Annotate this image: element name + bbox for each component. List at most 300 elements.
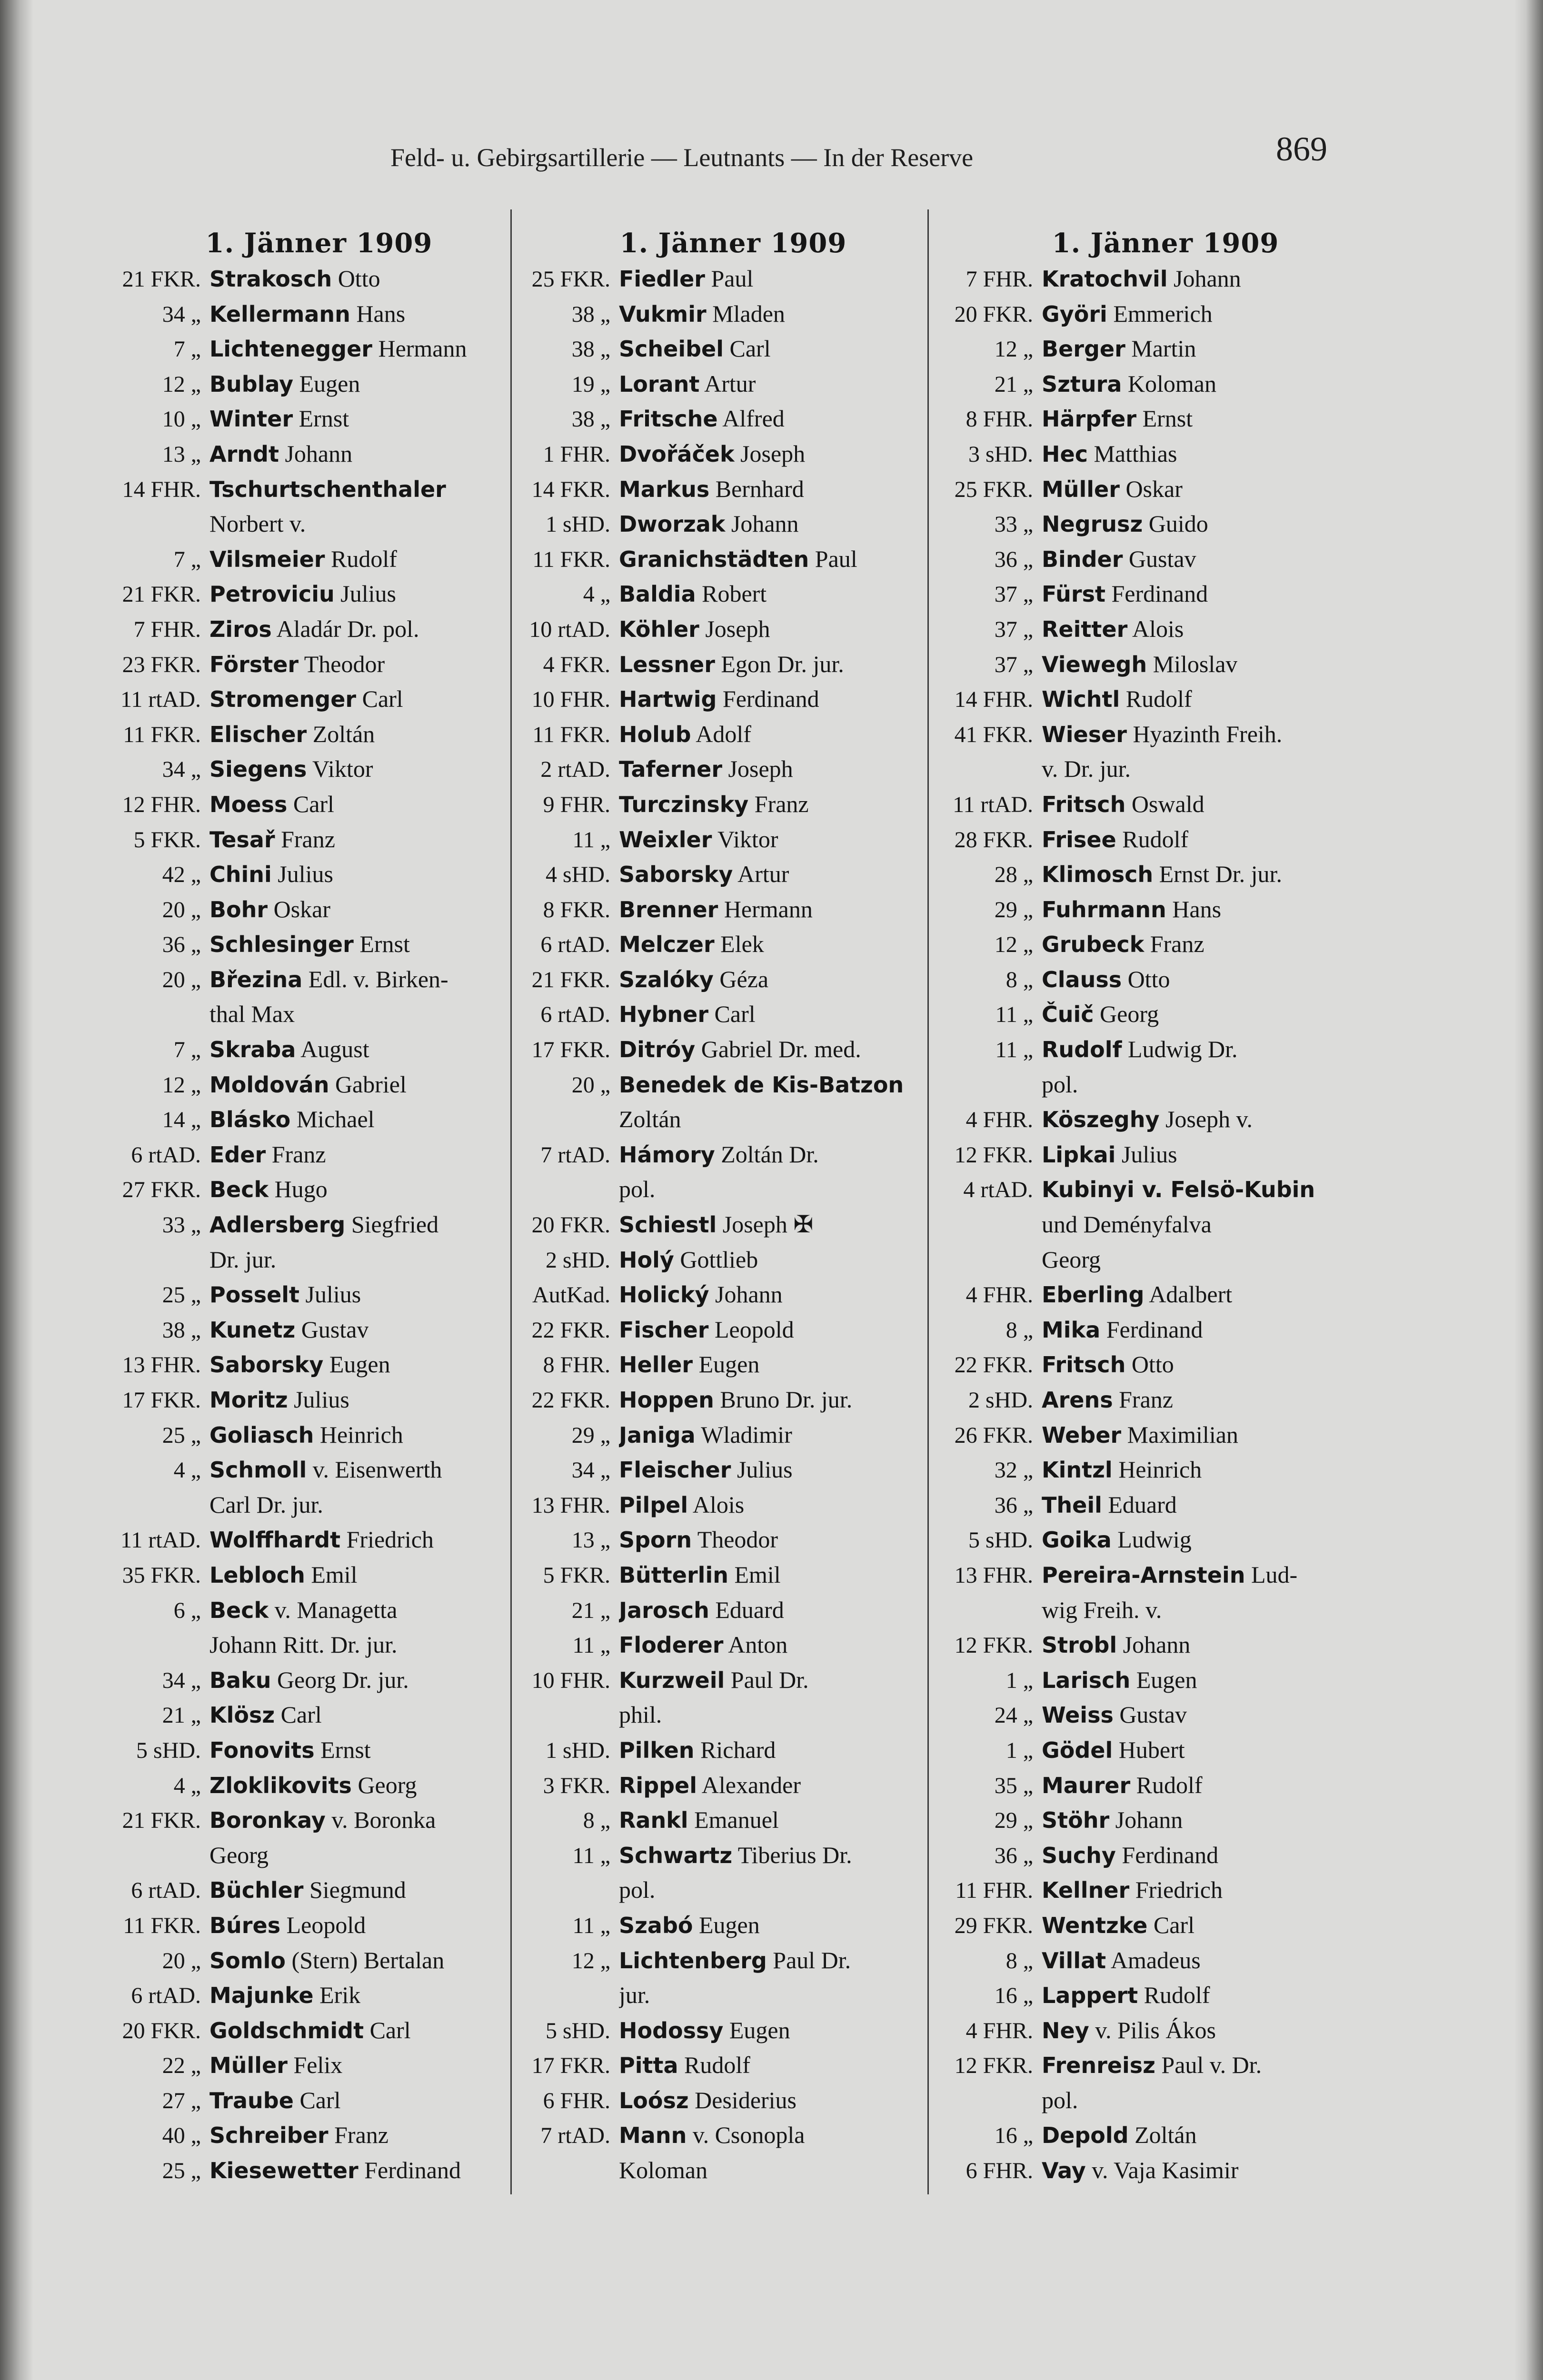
given-name-title: Ernst	[353, 931, 410, 958]
unit-number: 7 FHR.	[133, 616, 201, 642]
surname: Wentzke	[1042, 1912, 1148, 1938]
unit-number: 2 sHD.	[968, 1388, 1033, 1413]
list-item	[110, 1596, 509, 1631]
given-name-title: Theodor	[299, 650, 385, 677]
unit-number: 8 FHR.	[543, 1352, 610, 1378]
given-name-title: Felix	[287, 2052, 343, 2079]
list-item	[110, 1000, 509, 1035]
officer-name	[619, 1596, 784, 1624]
surname: Fürst	[1042, 581, 1105, 607]
unit-number: 20 FKR.	[954, 301, 1033, 327]
officer-name	[209, 1350, 390, 1378]
given-name-title: Johann	[725, 510, 799, 537]
list-item	[942, 2156, 1370, 2192]
given-name-title: Julius	[731, 1456, 793, 1483]
unit-number: 4 „	[173, 1458, 201, 1483]
unit-number: 5 sHD.	[136, 1737, 201, 1763]
list-item	[519, 1000, 928, 1035]
surname: Binder	[1042, 546, 1123, 572]
list-item	[110, 1946, 509, 1982]
list-item	[942, 370, 1370, 405]
given-name-title: Johann	[1109, 1806, 1183, 1834]
surname: Brenner	[619, 896, 718, 922]
given-name-title: Heinrich	[314, 1421, 403, 1448]
officer-name	[619, 825, 778, 853]
unit-number: 6 rtAD.	[131, 1142, 201, 1168]
given-name-title: Eduard	[1102, 1491, 1177, 1518]
list-item	[942, 1561, 1370, 1596]
officer-name	[1042, 1876, 1223, 1904]
list-item	[110, 440, 509, 475]
list-item	[942, 1736, 1370, 1771]
officer-name	[1042, 2156, 1238, 2184]
given-name-title: Guido	[1143, 510, 1208, 537]
unit-number: 11 „	[995, 1002, 1033, 1028]
list-item	[110, 650, 509, 685]
unit-number: 24 „	[994, 1703, 1033, 1728]
list-item	[942, 1386, 1370, 1421]
list-item	[519, 1561, 928, 1596]
given-name-title: Joseph	[734, 440, 806, 467]
list-item	[110, 1210, 509, 1246]
officer-name	[619, 895, 813, 923]
list-item	[110, 1421, 509, 1456]
unit-number: 27 „	[162, 2088, 201, 2113]
given-name-title: Carl	[287, 790, 334, 817]
unit-number: 38 „	[162, 1317, 201, 1343]
unit-number: 25 „	[162, 1282, 201, 1308]
given-name-title: Eugen	[1130, 1666, 1197, 1693]
unit-number: 36 „	[162, 932, 201, 958]
surname: Pilken	[619, 1737, 695, 1763]
unit-number: 11 „	[995, 1037, 1033, 1063]
given-name-title: Oskar	[268, 895, 331, 922]
surname: Köszeghy	[1042, 1107, 1160, 1133]
unit-number: 6 rtAD.	[131, 1983, 201, 2009]
column-3	[942, 228, 1370, 2217]
officer-name	[1042, 965, 1170, 993]
unit-number: 11 rtAD.	[120, 1527, 201, 1553]
unit-number: 20 „	[162, 897, 201, 922]
list-item	[942, 930, 1370, 965]
officer-name	[619, 1981, 650, 2009]
officer-name	[1042, 1280, 1232, 1308]
officer-name	[619, 1736, 776, 1764]
officer-name	[1042, 1246, 1101, 1273]
list-item	[942, 1946, 1370, 1982]
given-name-title: Georg Dr. jur.	[271, 1666, 409, 1693]
page-number: 869	[1276, 130, 1327, 168]
list-item	[942, 755, 1370, 790]
officer-name	[1042, 1596, 1162, 1624]
column-1	[110, 228, 509, 2217]
given-name-title: Adalbert	[1144, 1281, 1233, 1308]
officer-name	[209, 440, 352, 467]
surname: Schlesinger	[209, 932, 354, 958]
given-name-title: Zoltán	[619, 1106, 681, 1133]
surname: Schwartz	[619, 1842, 733, 1868]
officer-name	[619, 2156, 707, 2184]
officer-name	[1042, 1175, 1315, 1203]
officer-name	[619, 755, 793, 783]
unit-number: 5 FKR.	[543, 1562, 610, 1588]
officer-name	[209, 1841, 269, 1869]
surname: Beck	[209, 1177, 269, 1203]
list-item	[942, 440, 1370, 475]
list-item	[110, 860, 509, 895]
surname: Granichstädten	[619, 546, 809, 572]
surname: Jarosch	[619, 1597, 709, 1623]
officer-name	[209, 1210, 438, 1238]
surname: Dvořáček	[619, 441, 735, 467]
list-item	[942, 790, 1370, 825]
surname: Reitter	[1042, 616, 1128, 642]
unit-number: 4 FHR.	[966, 1107, 1033, 1133]
surname: Sporn	[619, 1527, 692, 1553]
officer-name	[1042, 1561, 1297, 1588]
given-name-title: Oskar	[1119, 475, 1183, 502]
unit-number: 12 „	[994, 932, 1033, 958]
given-name-title: Viktor	[307, 755, 373, 783]
given-name-title: Eduard	[709, 1596, 784, 1623]
surname: Szabó	[619, 1912, 693, 1938]
list-item	[519, 300, 928, 335]
surname: Villat	[1042, 1947, 1106, 1973]
surname: Kellermann	[209, 301, 350, 327]
list-item	[519, 2121, 928, 2156]
list-item	[519, 930, 928, 965]
list-item	[110, 545, 509, 580]
officer-name	[209, 615, 419, 643]
officer-name	[209, 1876, 406, 1904]
surname: Lappert	[1042, 1983, 1138, 2009]
list-item	[110, 510, 509, 545]
given-name-title: Michael	[290, 1106, 375, 1133]
officer-name	[209, 1701, 322, 1728]
unit-number: 11 „	[572, 1633, 610, 1658]
list-item	[110, 1386, 509, 1421]
list-item	[519, 1806, 928, 1841]
officer-name	[619, 1666, 809, 1694]
surname: Búres	[209, 1912, 281, 1938]
surname: Arndt	[209, 441, 279, 467]
given-name-title: Koloman	[1122, 370, 1216, 397]
officer-name	[619, 1175, 655, 1203]
surname: Suchy	[1042, 1842, 1116, 1868]
unit-number: 10 FHR.	[531, 1667, 610, 1693]
surname: Rippel	[619, 1772, 697, 1798]
column-heading: 1. Jänner 1909	[619, 228, 847, 259]
column-divider	[510, 209, 512, 2194]
given-name-title: v. Pilis Ákos	[1089, 2016, 1216, 2043]
officer-name	[619, 930, 764, 958]
given-name-title: Franz	[1144, 931, 1205, 958]
list-item	[942, 2016, 1370, 2052]
given-name-title: Tiberius Dr.	[732, 1841, 852, 1868]
officer-name	[209, 790, 334, 818]
surname: Bohr	[209, 896, 268, 922]
surname: Vukmir	[619, 301, 707, 327]
surname: Weber	[1042, 1422, 1122, 1448]
given-name-title: Ludwig Dr.	[1122, 1036, 1238, 1063]
list-item	[110, 1736, 509, 1771]
given-name-title: wig Freih. v.	[1042, 1596, 1162, 1623]
unit-number: 21 FKR.	[122, 1808, 201, 1834]
unit-number: 11 „	[572, 1913, 610, 1938]
unit-number: 42 „	[162, 862, 201, 888]
list-item	[519, 1071, 928, 1106]
given-name-title: pol.	[619, 1876, 656, 1904]
list-item	[519, 510, 928, 545]
given-name-title: Carl	[356, 685, 403, 713]
unit-number: 34 „	[162, 1667, 201, 1693]
surname: Stöhr	[1042, 1807, 1110, 1834]
list-item	[942, 510, 1370, 545]
surname: Heller	[619, 1352, 693, 1378]
list-item	[942, 965, 1370, 1001]
surname: Pitta	[619, 2053, 678, 2079]
officer-name	[1042, 2016, 1216, 2044]
list-item	[942, 1666, 1370, 1701]
surname: Müller	[209, 2053, 288, 2079]
unit-number: 7 „	[173, 1037, 201, 1063]
list-item	[519, 1246, 928, 1281]
surname: Eder	[209, 1141, 266, 1168]
officer-name	[619, 1421, 792, 1448]
surname: Kubinyi v. Felsö-Kubin	[1042, 1177, 1315, 1203]
surname: Theil	[1042, 1492, 1102, 1518]
given-name-title: v. Eisenwerth	[307, 1456, 442, 1483]
unit-number: 36 „	[994, 546, 1033, 572]
list-item	[519, 965, 928, 1001]
surname: Wolffhardt	[209, 1527, 341, 1553]
list-item	[519, 2051, 928, 2086]
surname: Mika	[1042, 1317, 1101, 1343]
unit-number: 1 „	[1005, 1737, 1033, 1763]
officer-name	[1042, 1035, 1238, 1063]
list-item	[942, 1491, 1370, 1526]
unit-number: 6 FHR.	[966, 2158, 1033, 2184]
list-item	[519, 370, 928, 405]
surname: Zloklikovits	[209, 1772, 352, 1798]
surname: Lipkai	[1042, 1141, 1116, 1168]
unit-number: 20 „	[162, 1948, 201, 1973]
officer-name	[619, 1456, 793, 1483]
surname: Bublay	[209, 371, 294, 397]
list-item	[519, 545, 928, 580]
surname: Čuič	[1042, 1002, 1094, 1028]
surname: Pereira-Arnstein	[1042, 1562, 1245, 1588]
given-name-title: Koloman	[619, 2157, 708, 2184]
officer-name	[209, 405, 349, 432]
list-item	[110, 1561, 509, 1596]
unit-number: 5 sHD.	[545, 2018, 610, 2043]
given-name-title: Joseph v.	[1159, 1106, 1253, 1133]
officer-name	[1042, 1421, 1238, 1448]
list-item	[942, 895, 1370, 931]
unit-number: 1 sHD.	[545, 512, 610, 537]
officer-name	[619, 1210, 813, 1238]
list-item	[942, 300, 1370, 335]
unit-number: 36 „	[994, 1843, 1033, 1868]
surname: Lorant	[619, 371, 700, 397]
given-name-title: Alfred	[717, 405, 785, 432]
officer-name	[619, 440, 805, 467]
list-item	[519, 475, 928, 510]
surname: Hámory	[619, 1141, 715, 1168]
given-name-title: Carl	[724, 335, 771, 362]
surname: Gödel	[1042, 1737, 1113, 1763]
officer-name	[209, 1316, 368, 1343]
surname: Traube	[209, 2087, 294, 2113]
officer-name	[209, 545, 397, 573]
officer-name	[209, 510, 306, 537]
officer-name	[209, 1806, 436, 1834]
given-name-title: Rudolf	[1120, 685, 1192, 713]
surname: Vilsmeier	[209, 546, 325, 572]
officer-name	[209, 300, 405, 327]
surname: Klösz	[209, 1702, 275, 1728]
officer-name	[619, 965, 768, 993]
officer-name	[209, 1596, 397, 1624]
list-item	[110, 265, 509, 300]
given-name-title: Hermann	[718, 895, 813, 922]
officer-name	[619, 1561, 781, 1588]
given-name-title: Ernst	[1136, 405, 1193, 432]
given-name-title: Carl	[275, 1701, 322, 1728]
unit-number: 12 „	[162, 1072, 201, 1098]
surname: Somlo	[209, 1947, 286, 1973]
unit-number: 4 „	[173, 1773, 201, 1798]
unit-number: 29 „	[994, 897, 1033, 922]
officer-name	[209, 755, 373, 783]
given-name-title: Mladen	[706, 300, 785, 327]
officer-name	[209, 265, 380, 292]
given-name-title: Hermann	[372, 335, 467, 362]
officer-name	[1042, 1491, 1177, 1518]
given-name-title: Paul v. Dr.	[1155, 2052, 1262, 2079]
unit-number: 21 FKR.	[531, 967, 610, 992]
given-name-title: Julius	[299, 1281, 361, 1308]
unit-number: 35 FKR.	[122, 1562, 201, 1588]
list-item	[942, 685, 1370, 720]
list-item	[942, 1701, 1370, 1736]
given-name-title: Hyazinth Freih.	[1126, 720, 1283, 747]
officer-name	[209, 1911, 366, 1939]
given-name-title: Franz	[266, 1140, 326, 1168]
surname: Hec	[1042, 441, 1088, 467]
officer-name	[209, 1771, 417, 1799]
officer-name	[1042, 2121, 1197, 2149]
given-name-title: phil.	[619, 1701, 662, 1728]
unit-number: 38 „	[571, 301, 610, 327]
surname: Schmoll	[209, 1457, 307, 1483]
given-name-title: Richard	[694, 1736, 776, 1763]
surname: Köhler	[619, 616, 699, 642]
officer-name	[1042, 790, 1205, 818]
list-item	[942, 825, 1370, 861]
surname: Goliasch	[209, 1422, 314, 1448]
unit-number: 23 FKR.	[122, 652, 201, 677]
list-item	[519, 755, 928, 790]
list-item	[942, 860, 1370, 895]
officer-name	[1042, 545, 1196, 573]
list-item	[110, 335, 509, 370]
list-item	[110, 1806, 509, 1841]
unit-number: 21 „	[162, 1703, 201, 1728]
list-item	[942, 1280, 1370, 1316]
list-item	[110, 1701, 509, 1736]
given-name-title: Leopold	[708, 1316, 794, 1343]
officer-name	[1042, 1000, 1159, 1028]
given-name-title: jur.	[619, 1982, 650, 2009]
unit-number: 12 FKR.	[954, 1633, 1033, 1658]
surname: Fuhrmann	[1042, 896, 1166, 922]
given-name-title: Eugen	[693, 1911, 760, 1938]
given-name-title: Rudolf	[325, 545, 397, 572]
given-name-title: Rudolf	[1138, 1982, 1210, 2009]
officer-name	[209, 1246, 276, 1273]
unit-number: AutKad.	[532, 1282, 610, 1308]
surname: Majunke	[209, 1983, 314, 2009]
given-name-title: Rudolf	[1116, 825, 1189, 853]
unit-number: 9 FHR.	[543, 792, 610, 817]
given-name-title: (Stern) Bertalan	[286, 1946, 445, 1973]
unit-number: 6 „	[173, 1597, 201, 1623]
unit-number: 13 „	[571, 1527, 610, 1553]
surname: Kurzweil	[619, 1667, 725, 1693]
list-item	[519, 1526, 928, 1561]
given-name-title: pol.	[1042, 1071, 1078, 1098]
given-name-title: Zoltán	[1128, 2122, 1197, 2149]
list-item	[110, 1841, 509, 1876]
surname: Kiesewetter	[209, 2158, 358, 2184]
surname: Rudolf	[1042, 1037, 1122, 1063]
surname: Wichtl	[1042, 686, 1120, 713]
given-name-title: Carl	[708, 1001, 756, 1028]
surname: Lichtenberg	[619, 1947, 767, 1973]
list-item	[519, 1456, 928, 1491]
officer-name	[619, 1876, 655, 1904]
list-item	[942, 1876, 1370, 1911]
officer-name	[1042, 1736, 1185, 1764]
list-item	[110, 1140, 509, 1176]
given-name-title: Alois	[688, 1491, 745, 1518]
list-item	[519, 1421, 928, 1456]
unit-number: 34 „	[162, 301, 201, 327]
given-name-title: thal Max	[209, 1001, 295, 1028]
unit-number: 25 „	[162, 2158, 201, 2184]
officer-name	[209, 930, 410, 958]
unit-number: 32 „	[994, 1458, 1033, 1483]
list-item	[942, 265, 1370, 300]
list-item	[519, 790, 928, 825]
list-item	[110, 965, 509, 1001]
unit-number: 7 rtAD.	[540, 2123, 610, 2149]
surname: Depold	[1042, 2122, 1129, 2149]
list-item	[110, 2086, 509, 2122]
officer-name	[209, 1035, 369, 1063]
surname: Markus	[619, 476, 710, 502]
list-item	[110, 1456, 509, 1491]
given-name-title: Gustav	[295, 1316, 369, 1343]
unit-number: 7 „	[173, 337, 201, 362]
list-item	[519, 1631, 928, 1666]
list-item	[942, 1246, 1370, 1281]
unit-number: 4 sHD.	[545, 862, 610, 888]
surname: Negrusz	[1042, 511, 1143, 537]
surname: Stromenger	[209, 686, 357, 713]
